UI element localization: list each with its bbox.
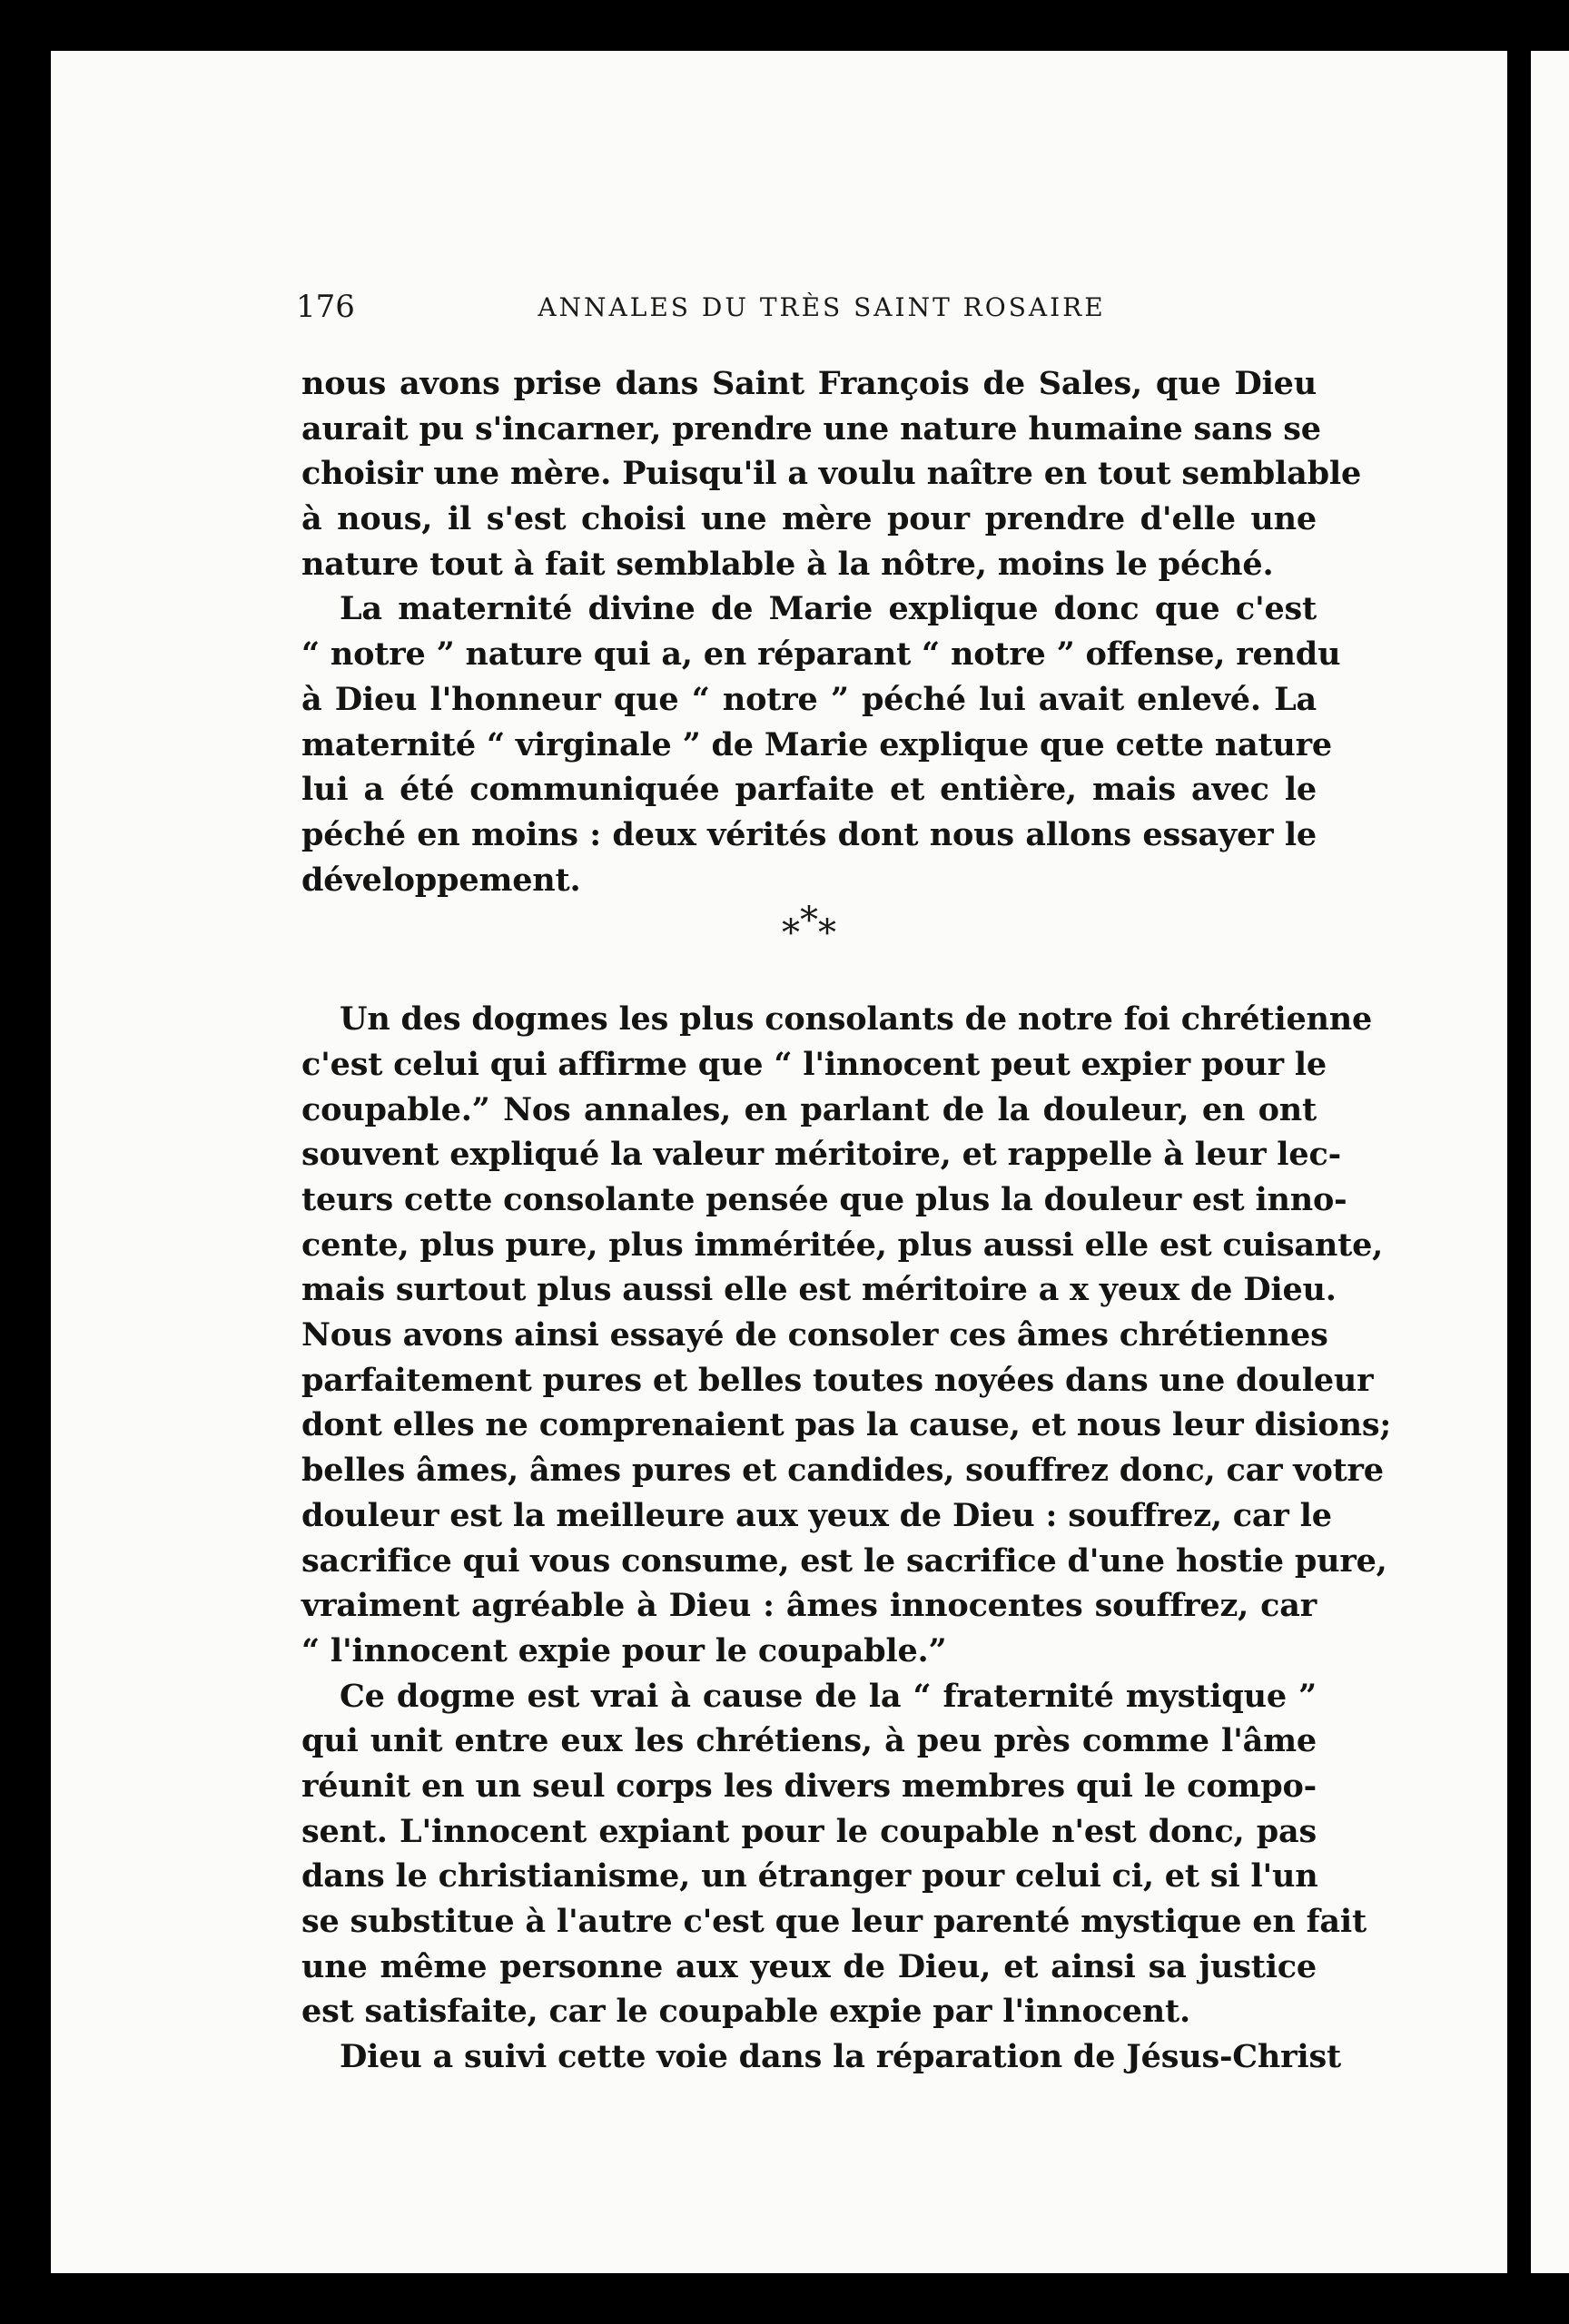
paragraph (301, 1674, 1367, 2035)
section-separator (301, 902, 1317, 997)
separator-asterisk-left: * (782, 912, 800, 955)
text-section-before-separator (301, 361, 1362, 902)
text-line: réunit en un seul corps les divers membres qui le compo- (301, 1767, 1317, 1805)
text-line: La maternité divine de Marie explique donc que c'est (340, 590, 1317, 628)
text-line: lui a été communiquée parfaite et entière, mais avec le (301, 771, 1317, 809)
text-line: choisir une mère. Puisqu'il a voulu naître en tout semblable (301, 455, 1362, 493)
text-line: nous avons prise dans Saint François de Sales, que Dieu (301, 365, 1317, 402)
text-line: dans le christianisme, un étranger pour celui ci, et si l'un (301, 1857, 1318, 1896)
text-line: est satisfaite, car le coupable expie par l'innocent. (301, 1993, 1191, 2031)
text-line: Nous avons ainsi essayé de consoler ces âmes chrétiennes (301, 1316, 1328, 1354)
text-line: Ce dogme est vrai à cause de la “ fraternité mystique ” (340, 1677, 1317, 1715)
paragraph (301, 997, 1392, 1673)
body-text (301, 361, 1392, 2080)
text-line: sacrifice qui vous consume, est le sacrifice d'une hostie pure, (301, 1541, 1387, 1580)
text-line: “ l'innocent expie pour le coupable.” (301, 1631, 947, 1669)
adjacent-page-edge (1531, 51, 1569, 2273)
text-line: une même personne aux yeux de Dieu, et ainsi sa justice (301, 1947, 1317, 1985)
text-line: péché en moins : deux vérités dont nous allons essayer le (301, 815, 1317, 853)
text-line: parfaitement pures et belles toutes noyées dans une douleur (301, 1361, 1374, 1399)
text-line: qui unit entre eux les chrétiens, à peu près comme l'âme (301, 1722, 1317, 1760)
text-section-after-separator (301, 997, 1392, 2080)
running-title: ANNALES DU TRÈS SAINT ROSAIRE (538, 292, 1106, 322)
text-line: souvent expliqué la valeur méritoire, et rappelle à leur lec- (301, 1136, 1341, 1174)
text-line: coupable.” Nos annales, en parlant de la douleur, en ont (301, 1090, 1317, 1128)
text-line: teurs cette consolante pensée que plus la douleur est inno- (301, 1181, 1347, 1218)
text-line: sent. L'innocent expiant pour le coupable n'est donc, pas (301, 1812, 1317, 1850)
text-line: dont elles ne comprenaient pas la cause, et nous leur disions; (301, 1406, 1392, 1444)
text-line: vraiment agréable à Dieu : âmes innocentes souffrez, car (301, 1587, 1317, 1625)
paragraph (301, 586, 1341, 902)
text-line: “ notre ” nature qui a, en réparant “ notre ” offense, rendu (301, 635, 1341, 674)
text-line: à Dieu l'honneur que “ notre ” péché lui avait enlevé. La (301, 680, 1317, 718)
text-line: à nous, il s'est choisi une mère pour prendre d'elle une (301, 500, 1317, 538)
text-line: Un des dogmes les plus consolants de notre foi chrétienne (340, 1000, 1373, 1039)
text-line: cente, plus pure, plus imméritée, plus aussi elle est cuisante, (301, 1226, 1384, 1264)
text-line: belles âmes, âmes pures et candides, souffrez donc, car votre (301, 1452, 1384, 1490)
paragraph (301, 361, 1362, 586)
text-line: se substitue à l'autre c'est que leur parenté mystique en fait (301, 1903, 1367, 1940)
text-line: nature tout à fait semblable à la nôtre, moins le péché. (301, 545, 1274, 583)
page-number: 176 (296, 289, 355, 325)
text-line: développement. (301, 861, 581, 899)
text-line: c'est celui qui affirme que “ l'innocent peut expier pour le (301, 1045, 1327, 1083)
text-line: maternité “ virginale ” de Marie explique que cette nature (301, 725, 1332, 763)
text-line: douleur est la meilleure aux yeux de Dieu : souffrez, car le (301, 1496, 1332, 1534)
separator-asterisk-right: * (818, 912, 836, 955)
text-line: Dieu a suivi cette voie dans la réparation de Jésus-Christ (340, 2038, 1341, 2076)
paragraph (301, 2034, 1341, 2080)
text-line: mais surtout plus aussi elle est méritoire a x yeux de Dieu. (301, 1271, 1337, 1309)
separator-asterisk-middle: * (800, 900, 818, 942)
text-line: aurait pu s'incarner, prendre une nature humaine sans se (301, 409, 1321, 448)
page-header (296, 289, 1311, 332)
